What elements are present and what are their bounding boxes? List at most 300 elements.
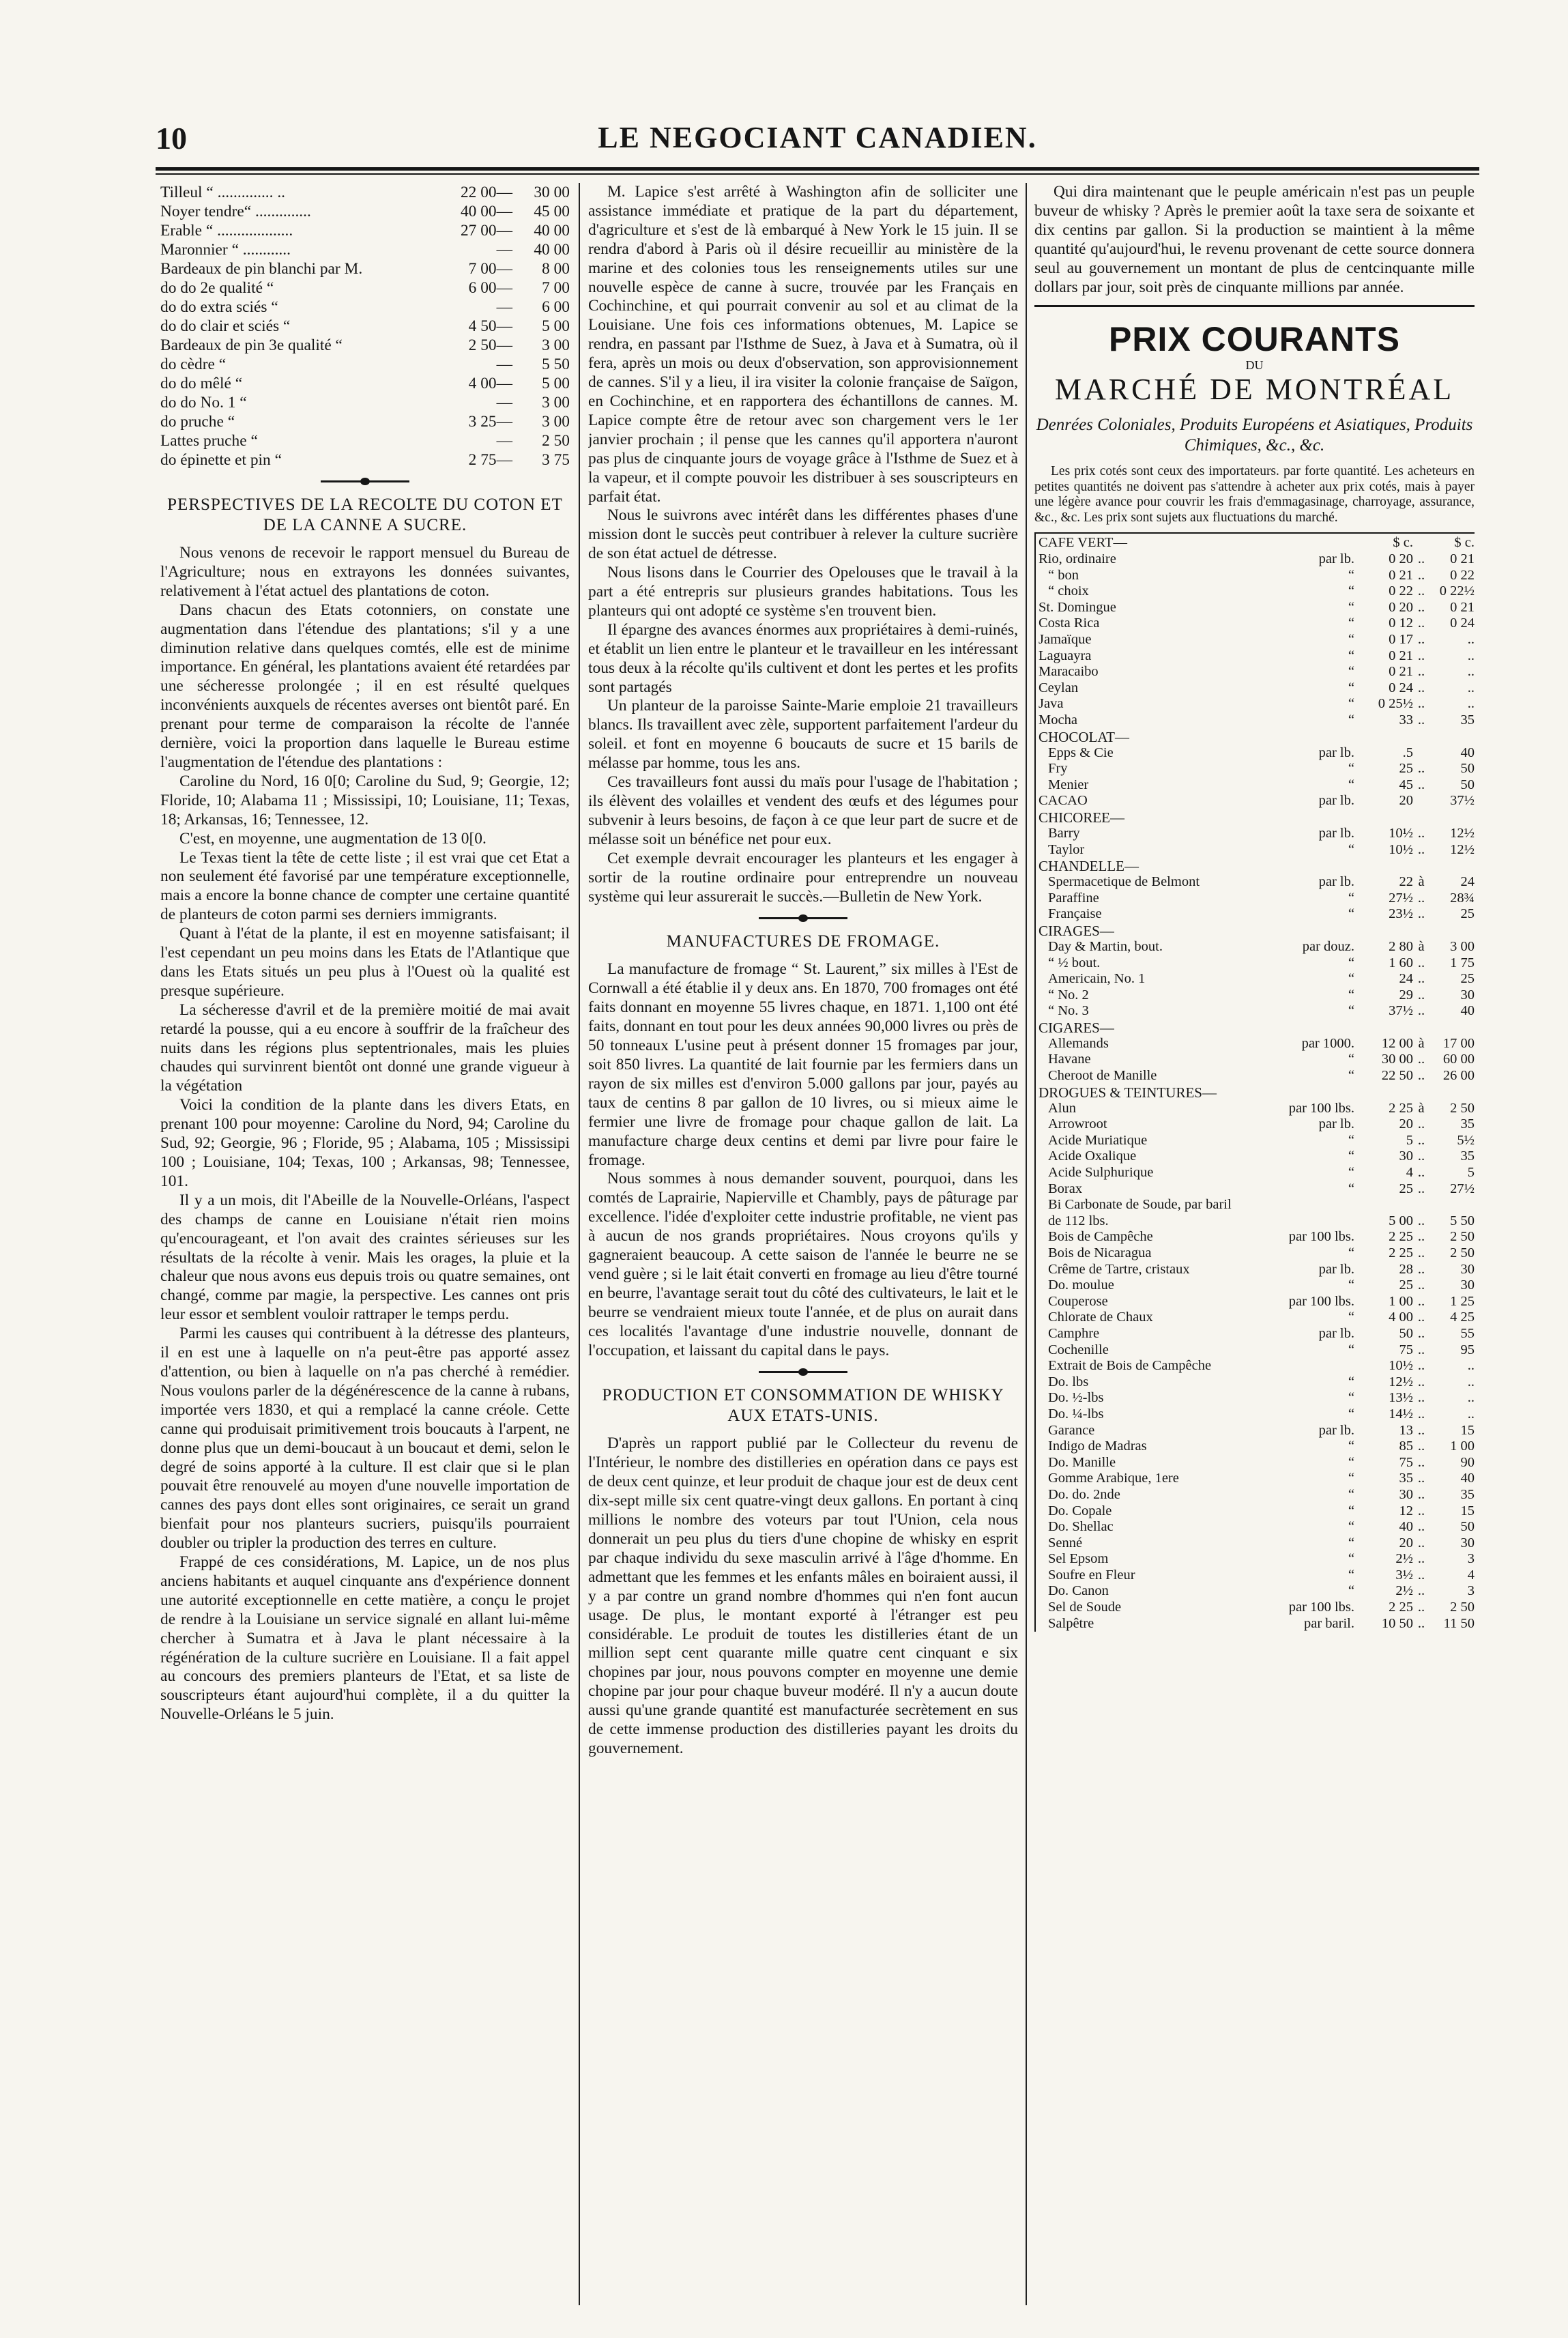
price-row <box>160 355 570 374</box>
price-row <box>160 221 570 240</box>
price-high: 40 <box>1460 1471 1475 1486</box>
price-row <box>1039 551 1475 568</box>
item-name: Do. Manille <box>1048 1454 1116 1470</box>
price-high: 60 00 <box>1442 1052 1475 1067</box>
price-row <box>1039 1487 1475 1503</box>
price-sep: .. <box>1417 1342 1425 1357</box>
price-row <box>1039 1036 1475 1052</box>
price-low: 5 <box>1406 1132 1413 1148</box>
price-section-heading-row <box>1039 535 1475 551</box>
item-name: Bois de Nicaragua <box>1048 1245 1152 1260</box>
price-high: 1 25 <box>1450 1293 1475 1309</box>
price-category: CIRAGES— <box>1039 922 1114 939</box>
item-name: Cheroot de Manille <box>1048 1068 1157 1084</box>
price-row <box>1039 648 1475 665</box>
currency-header: $ c. <box>1393 535 1413 551</box>
currency-header: $ c. <box>1454 535 1475 551</box>
price-row <box>160 202 570 221</box>
section-separator <box>321 480 409 482</box>
item-name: Do. moulue <box>1048 1278 1114 1293</box>
price-high: .. <box>1467 648 1475 663</box>
newspaper-title: LE NEGOCIANT CANADIEN. <box>598 121 1037 154</box>
item-name: St. Domingue <box>1039 599 1116 615</box>
price-high: 2 50 <box>1450 1245 1475 1260</box>
price-category: DROGUES & TEINTURES— <box>1039 1084 1217 1101</box>
price-high: 3 00 <box>542 336 570 354</box>
price-low: 0 24 <box>1389 680 1413 695</box>
price-low: 37½ <box>1389 1003 1413 1019</box>
item-name: Acide Oxalique <box>1048 1149 1137 1164</box>
price-sep: .. <box>1417 955 1425 970</box>
price-sep: .. <box>1417 680 1425 695</box>
price-sep <box>1413 793 1429 809</box>
price-row <box>1039 1278 1475 1294</box>
price-sep: .. <box>1417 1454 1425 1470</box>
price-row <box>1039 696 1475 712</box>
price-high: 25 <box>1460 971 1475 987</box>
unit: “ <box>1348 1535 1354 1550</box>
price-high: 40 00 <box>534 222 570 240</box>
paragraph: Le Texas tient la tête de cette liste ; il est vrai que cet Etat a non seulement été favorisé par une température exceptionnelle, mais a encore la bonne chance de compter une certaine quantité de planteurs de coton parmi ses derniers immigrants. <box>160 848 570 924</box>
item-name: Menier <box>1048 777 1089 792</box>
price-low: 40 00— <box>460 203 512 220</box>
unit: par lb. <box>1318 1325 1354 1341</box>
price-low: 2 75— <box>468 451 512 469</box>
price-low: 22 <box>1399 874 1413 890</box>
price-high: 3 75 <box>542 451 570 469</box>
price-row <box>160 278 570 298</box>
item-name: Arrowroot <box>1048 1116 1107 1132</box>
price-sep: à <box>1418 1100 1425 1116</box>
price-low: 0 20 <box>1389 599 1413 615</box>
unit: par douz. <box>1302 938 1354 954</box>
price-row <box>1039 1294 1475 1310</box>
unit: “ <box>1348 987 1354 1002</box>
unit: par lb. <box>1318 1422 1354 1438</box>
price-low: 4 00 <box>1389 1310 1413 1325</box>
price-sep: .. <box>1417 648 1425 663</box>
price-sep <box>1413 745 1429 762</box>
price-row <box>1039 616 1475 632</box>
price-row <box>1039 1519 1475 1535</box>
unit: par 100 lbs. <box>1288 1100 1354 1116</box>
item-name: Allemands <box>1048 1035 1109 1051</box>
price-low: 6 00— <box>468 279 512 297</box>
price-sep: à <box>1418 938 1425 954</box>
price-row <box>160 393 570 412</box>
price-row <box>1039 987 1475 1004</box>
price-row <box>160 240 570 259</box>
item-name: Epps & Cie <box>1048 745 1114 760</box>
paragraph: Frappé de ces considérations, M. Lapice, un de nos plus anciens habitants et auquel cinquante ans d'expérience donnent une autorité exceptionnelle en cette matière, a conçu le projet de rendre à la Louisiane un service signalé en allant lui-même chercher à Sumatra et à Java le plant nécessaire à la régénération de la culture sucrière en Louisiane. Il a fait appel au concours des premiers planteurs de l'Etat, et sa liste de souscripteurs étant aujourd'hui complète, il a du quitter la Nouvelle-Orléans le 5 juin. <box>160 1553 570 1724</box>
price-high: 28¾ <box>1450 890 1475 906</box>
price-sep: .. <box>1417 1116 1425 1132</box>
item-name: do do extra sciés “ <box>160 298 278 316</box>
price-low: 50 <box>1399 1325 1413 1341</box>
masthead <box>156 115 1479 162</box>
paragraph: Il y a un mois, dit l'Abeille de la Nouvelle-Orléans, l'aspect des champs de canne en Louisiane n'était rien moins qu'encourageant, et l'on avait des craintes sérieuses sur les résultats de la récolte à venir. Mais les orages, la pluie et la chaleur que nous avons eus depuis trois ou quatre semaines, ont changé, comme par magie, la perspective. Les cannes ont pris leur essor et semblent vouloir rattraper le temps perdu. <box>160 1191 570 1324</box>
item-name: Extrait de Bois de Campêche <box>1048 1358 1212 1374</box>
price-sep: .. <box>1417 1567 1425 1583</box>
unit: “ <box>1348 567 1354 583</box>
price-high: 5 00 <box>542 317 570 335</box>
lumber-price-list <box>160 183 570 470</box>
price-low: 22 00— <box>460 184 512 201</box>
price-sep: .. <box>1417 1261 1425 1277</box>
unit: “ <box>1348 599 1354 615</box>
price-high: 40 <box>1460 745 1475 760</box>
price-low: 5 00 <box>1389 1213 1413 1228</box>
unit: “ <box>1348 1406 1354 1421</box>
price-high: 35 <box>1460 1486 1475 1502</box>
unit: “ <box>1348 1567 1354 1583</box>
item-name: Laguayra <box>1039 648 1092 663</box>
article-title: PERSPECTIVES DE LA RECOLTE DU COTON ET DE LA CANNE A SUCRE. <box>167 495 563 534</box>
price-high: 37½ <box>1450 793 1475 809</box>
unit: par 100 lbs. <box>1288 1293 1354 1309</box>
price-low: 20 <box>1399 1535 1413 1550</box>
price-row <box>1039 583 1475 600</box>
price-high: 30 <box>1460 1535 1475 1550</box>
paragraph: Nous sommes à nous demander souvent, pourquoi, dans les comtés de Laprairie, Napierville et Chambly, pays de pâturage par excellence. l'idée d'exploiter cette industrie profitable, ne vient pas à aucun de nos grands propriétaires. Nous croyons qu'ils y gagneraient beaucoup. A cette saison de l'année le beurre ne se vend guère ; si le lait était converti en fromage au lieu d'être tourné en beurre, l'avantage serait tout du côté des cultivateurs, le lait et le beurre se vendraient mieux toute l'année, et de plus on aurait dans ces localités l'avantage d'une industrie nouvelle, donnant de l'occupation, et laissant du capital dans le pays. <box>588 1170 1018 1359</box>
price-low: 2 25 <box>1389 1245 1413 1260</box>
item-name: Costa Rica <box>1039 616 1100 631</box>
item-name: Salpêtre <box>1048 1615 1094 1631</box>
price-low: 10½ <box>1389 841 1413 857</box>
item-name: Havane <box>1048 1052 1091 1067</box>
price-sep: .. <box>1417 599 1425 615</box>
unit: par baril. <box>1304 1615 1354 1631</box>
item-name: Spermacetique de Belmont <box>1048 874 1200 890</box>
price-sep: .. <box>1417 987 1425 1002</box>
price-low: 1 00 <box>1389 1293 1413 1309</box>
unit: par lb. <box>1318 551 1354 567</box>
price-row <box>1039 1165 1475 1181</box>
paragraph: Caroline du Nord, 16 0[0; Caroline du Sud, 9; Georgie, 12; Floride, 10; Alabama 11 ; Mississipi, 10; Louisiane, 11; Texas, 18; Arkansas, 16; Tennessee, 12. <box>160 772 570 828</box>
item-name: Mocha <box>1039 712 1077 727</box>
price-sep: .. <box>1417 616 1425 631</box>
paragraph: C'est, en moyenne, une augmentation de 13 0[0. <box>179 829 487 848</box>
price-row <box>1039 1213 1475 1230</box>
unit: “ <box>1348 1471 1354 1486</box>
price-low: 0 21 <box>1389 567 1413 583</box>
price-sep: .. <box>1417 906 1425 922</box>
section-separator <box>759 917 847 919</box>
price-sep: .. <box>1417 1052 1425 1067</box>
price-high: 0 21 <box>1450 551 1475 567</box>
unit: “ <box>1348 1374 1354 1389</box>
price-sep: .. <box>1417 1422 1425 1438</box>
price-high: 3 <box>1467 1551 1475 1567</box>
unit: “ <box>1348 955 1354 970</box>
price-high: .. <box>1467 1374 1475 1389</box>
unit: “ <box>1348 971 1354 987</box>
unit: “ <box>1348 1390 1354 1406</box>
unit: “ <box>1348 632 1354 647</box>
price-high: 95 <box>1460 1342 1475 1357</box>
item-name: “ bon <box>1048 567 1079 583</box>
price-row <box>1039 1326 1475 1342</box>
unit: “ <box>1348 680 1354 695</box>
paragraph: La manufacture de fromage “ St. Laurent,” six milles à l'Est de Cornwall a été établie il y deux ans. En 1870, 700 fromages ont été faits donnant en moyenne 55 livres chaque, en 1871. 1,100 ont été faits, donnant en tout pour les deux années 90,000 livres ou près de 50 tonneaux L'usine peut à présent donner 15 fromages par jour, soit 850 livres. La quantité de lait fournie par les fermiers dans un rayon de six milles est d'environ 5.000 gallons par jour, payés au taux de centins 8 par gallon de 10 livres, ou si mieux aime le fermier une livre de fromage pour chaque gallon de lait. La manufacture charge deux centins et demi par livre pour faire le fromage. <box>588 960 1018 1169</box>
price-low: 85 <box>1399 1439 1413 1454</box>
price-row <box>1039 1535 1475 1552</box>
price-low: 12½ <box>1389 1374 1413 1389</box>
price-high: .. <box>1467 680 1475 695</box>
price-row <box>1039 632 1475 648</box>
unit: “ <box>1348 1310 1354 1325</box>
unit: par 1000. <box>1301 1035 1354 1051</box>
item-name: Bois de Campêche <box>1048 1229 1153 1245</box>
price-high: 45 00 <box>534 203 570 220</box>
paragraph: Nous lisons dans le Courrier des Opelouses que le travail à la part a été entrepris sur plusieurs grandes habitations. Tous les planteurs qui ont adopté ce système s'en trouvent bien. <box>588 564 1018 620</box>
price-low: 2½ <box>1395 1583 1413 1599</box>
price-high: 1 75 <box>1450 955 1475 970</box>
price-low: 4 50— <box>468 317 512 335</box>
price-row <box>1039 1390 1475 1406</box>
price-high: 0 24 <box>1450 616 1475 631</box>
item-name: Lattes pruche “ <box>160 432 258 450</box>
price-row <box>1039 1003 1475 1020</box>
price-high: .. <box>1467 696 1475 712</box>
paragraph: Nous venons de recevoir le rapport mensuel du Bureau de l'Agriculture; nous en extrayons les données suivantes, relativement à l'état actuel des plantations de coton. <box>160 544 570 600</box>
price-row <box>1039 874 1475 891</box>
item-name: Acide Muriatique <box>1048 1132 1148 1148</box>
price-row <box>1039 1229 1475 1245</box>
unit: “ <box>1348 1052 1354 1067</box>
price-low: 28 <box>1399 1261 1413 1277</box>
item-name: Garance <box>1048 1422 1095 1438</box>
price-high: 30 <box>1460 1278 1475 1293</box>
price-high: .. <box>1467 1390 1475 1406</box>
item-name: Do. Copale <box>1048 1503 1112 1518</box>
price-sep: .. <box>1417 1439 1425 1454</box>
unit: “ <box>1348 696 1354 712</box>
price-low: 20 <box>1399 793 1413 809</box>
price-high: 30 <box>1460 987 1475 1002</box>
price-high: 17 00 <box>1442 1035 1475 1051</box>
price-sep: .. <box>1417 664 1425 680</box>
article-body <box>160 544 570 1724</box>
unit: “ <box>1348 1551 1354 1567</box>
price-row <box>1039 1262 1475 1278</box>
unit: “ <box>1348 761 1354 777</box>
price-sep: .. <box>1417 1229 1425 1245</box>
item-name: Sel Epsom <box>1048 1551 1109 1567</box>
price-high: 15 <box>1460 1503 1475 1518</box>
unit: par lb. <box>1318 793 1354 809</box>
price-row <box>1039 680 1475 697</box>
item-name: Americain, No. 1 <box>1048 971 1146 987</box>
item-name: “ ½ bout. <box>1048 955 1101 970</box>
price-high: 3 <box>1467 1583 1475 1599</box>
price-sep: .. <box>1417 551 1425 567</box>
price-row <box>1039 971 1475 987</box>
paragraph: Voici la condition de la plante dans les divers Etats, en prenant 100 pour moyenne: Caroline du Nord, 94; Caroline du Sud, 92; Georgie, 96 ; Floride, 95 ; Alabama, 105 ; Mississipi 100 ; Louisiane, 104; Texas, 100 ; Arkansas, 98; Tennessee, 101. <box>160 1096 570 1190</box>
item-name: do épinette et pin “ <box>160 451 282 469</box>
paragraph: Nous le suivrons avec intérêt dans les différentes phases d'une mission dont le succès peut contribuer à relever la culture sucrière de son état actuel de détresse. <box>588 506 1018 563</box>
price-low: 12 <box>1399 1503 1413 1518</box>
paragraph: Un planteur de la paroisse Sainte-Marie emploie 21 travailleurs blancs. Ils travaillent avec zèle, supportent parfaitement l'ardeur du soleil. et font en moyenne 6 boucauts de sucre et 15 barils de mélasse par homme, tous les ans. <box>588 697 1018 773</box>
price-sep: .. <box>1417 632 1425 647</box>
price-low: — <box>496 241 512 259</box>
price-low: 35 <box>1399 1471 1413 1486</box>
item-name: Crême de Tartre, cristaux <box>1048 1261 1190 1277</box>
unit: “ <box>1348 664 1354 680</box>
item-name: Ceylan <box>1039 680 1079 695</box>
price-high: 4 25 <box>1450 1310 1475 1325</box>
prices-market: MARCHÉ DE MONTRÉAL <box>1054 373 1455 407</box>
page-number: 10 <box>156 121 187 156</box>
prices-note: Les prix cotés sont ceux des importateurs. par forte quantité. Les acheteurs en petites quantités ne doivent pas s'attendre à acheter aux prix cotés, mais à payer une légère avance pour couvrir les frais d'emmagasinage, charroyage, assurance, &c., &c. Les prix sont sujets aux fluctuations du marché. <box>1034 464 1475 525</box>
paragraph: Il épargne des avances énormes aux propriétaires à demi-ruinés, et établit un lien entre le planteur et le travailleur en les intéressant tous deux à la récolte qu'ils cultivent et dont les pertes et les profits sont partagés <box>588 620 1018 696</box>
unit <box>1274 1358 1359 1374</box>
unit: “ <box>1348 906 1354 922</box>
price-low: 27½ <box>1389 890 1413 906</box>
unit <box>1274 1197 1359 1213</box>
item-name: do do 2e qualité “ <box>160 279 274 297</box>
price-high: .. <box>1467 632 1475 647</box>
price-low: 24 <box>1399 971 1413 987</box>
item-name: “ No. 3 <box>1048 1003 1089 1019</box>
price-row <box>1039 1068 1475 1084</box>
price-row <box>1039 761 1475 777</box>
price-row <box>160 336 570 355</box>
price-low: — <box>496 298 512 316</box>
item-name: do pruche “ <box>160 413 235 431</box>
price-sep <box>1413 1197 1429 1213</box>
price-high: 1 00 <box>1450 1439 1475 1454</box>
price-sep: .. <box>1417 712 1425 727</box>
item-name: Tilleul “ .............. .. <box>160 184 286 201</box>
item-name: Camphre <box>1048 1325 1100 1341</box>
price-high: 50 <box>1460 1519 1475 1535</box>
price-sep: .. <box>1417 1213 1425 1228</box>
item-name: Acide Sulphurique <box>1048 1165 1154 1181</box>
item-name: CACAO <box>1039 793 1088 809</box>
item-name: Do. ½-lbs <box>1048 1390 1104 1406</box>
price-row <box>1039 1245 1475 1262</box>
price-row <box>1039 842 1475 858</box>
item-name: Senné <box>1048 1535 1083 1550</box>
price-sep: .. <box>1417 1519 1425 1535</box>
price-sep: .. <box>1417 1068 1425 1084</box>
price-low: 33 <box>1399 712 1413 727</box>
price-row <box>1039 1503 1475 1520</box>
unit: “ <box>1348 841 1354 857</box>
article-body <box>588 1434 1018 1758</box>
item-name: Chlorate de Chaux <box>1048 1310 1153 1325</box>
price-row <box>1039 712 1475 729</box>
item-name: Bardeaux de pin 3e qualité “ <box>160 336 343 354</box>
price-high: 50 <box>1460 777 1475 792</box>
section-heading: CAFE VERT— <box>1039 535 1127 551</box>
unit: “ <box>1348 648 1354 663</box>
unit: “ <box>1348 583 1354 599</box>
price-sep: .. <box>1417 1132 1425 1148</box>
price-high: 12½ <box>1450 825 1475 841</box>
unit: par lb. <box>1318 1261 1354 1277</box>
item-name: Alun <box>1048 1100 1076 1116</box>
price-low: 0 22 <box>1389 583 1413 599</box>
price-low: 40 <box>1399 1519 1413 1535</box>
price-sep: .. <box>1417 971 1425 987</box>
price-rows <box>1039 551 1475 1632</box>
paragraph: Cet exemple devrait encourager les planteurs et les engager à sortir de la routine ordinaire pour entreprendre un nouveau système qui leur assurerait le succès.—Bulletin de New York. <box>588 849 1018 906</box>
price-sep: à <box>1418 1035 1425 1051</box>
price-category: CHICOREE— <box>1039 809 1124 826</box>
unit: par 100 lbs. <box>1288 1229 1354 1245</box>
price-high: .. <box>1467 1358 1475 1374</box>
price-sep: .. <box>1417 567 1425 583</box>
paragraph: D'après un rapport publié par le Collecteur du revenu de l'Intérieur, le nombre des distilleries en opération dans ce pays est de deux cent quinze, et leur produit de chaque jour est de deux cent dix-sept mille six cent quatre-vingt deux gallons. En portant à cinq millions le nombre des voteurs par tout l'Union, cela nous donnerait un peu plus du tiers d'une chopine de whisky en esprit par chaque individu du sexe masculin arrivé à l'âge d'homme. En admettant que les femmes et les enfants mâles en boiraient aussi, il y a par contre un grand nombre d'hommes qui n'en font aucun usage. De plus, le montant exporté à l'étranger est peu considérable. Le produit de toutes les distilleries étant de un million sept cent quarante mille quatre cent cinquant e six chopines par jour, nous pouvons compter en moyenne une demie chopine par jour pour chaque buveur modéré. Il n'y a aucun doute aussi qu'une grande quantité est manufacturée secrètement en sus de cette immense production des distilleries payant les droits du gouvernement. <box>588 1434 1018 1757</box>
price-high: 6 00 <box>542 298 570 316</box>
item-name: Do. lbs <box>1048 1374 1089 1389</box>
price-low: 2 25 <box>1389 1600 1413 1615</box>
unit: par lb. <box>1318 1116 1354 1132</box>
price-sep: .. <box>1417 761 1425 777</box>
price-row <box>1039 1149 1475 1165</box>
price-low: 0 25½ <box>1378 696 1413 712</box>
price-high: .. <box>1467 664 1475 680</box>
price-row <box>1039 1423 1475 1439</box>
price-low: 13½ <box>1389 1390 1413 1406</box>
price-high: 25 <box>1460 906 1475 922</box>
price-high: 5 00 <box>542 375 570 392</box>
price-low: 2 25 <box>1389 1229 1413 1245</box>
paragraph: Quant à l'état de la plante, il est en moyenne satisfaisant; il l'est cependant un peu moins dans les Etats de l'Atlantique que dans les Etats situés un peu plus à l'Ouest où la qualité est presque supérieure. <box>160 925 570 1000</box>
item-name: Taylor <box>1048 841 1085 857</box>
item-name: Do. Shellac <box>1048 1519 1114 1535</box>
price-high: 2 50 <box>1450 1100 1475 1116</box>
article-body <box>588 960 1018 1360</box>
price-low: 20 <box>1399 1116 1413 1132</box>
price-row <box>160 317 570 336</box>
prices-title: PRIX COURANTS <box>1109 320 1400 359</box>
price-low: 25 <box>1399 761 1413 777</box>
price-sep: .. <box>1417 1406 1425 1421</box>
price-category: CIGARES— <box>1039 1019 1114 1036</box>
paragraph: Dans chacun des Etats cotonniers, on constate une augmentation dans l'étendue des plantations; s'il y a une diminution relative dans quelques comtés, elle est de minime importance. En général, les plantations avaient été retardées par une sécheresse prolongée ; il en est résulté quelques inconvénients auxquels de récentes averses ont bientôt paré. En prenant pour terme de comparaison la récolte de l'année dernière, voici la proportion dans laquelle le Bureau estime l'augmentation de l'étendue des plantations : <box>160 601 570 771</box>
unit: “ <box>1348 1503 1354 1518</box>
price-low: 30 00 <box>1381 1052 1413 1067</box>
unit <box>1274 1213 1359 1230</box>
item-name: “ No. 2 <box>1048 987 1089 1002</box>
item-name: do do clair et sciés “ <box>160 317 291 335</box>
article-title: MANUFACTURES DE FROMAGE. <box>666 932 940 951</box>
prices-subtitle: Denrées Coloniales, Produits Européens et Asiatiques, Produits Chimiques, &c., &c. <box>1036 416 1473 455</box>
price-low: 13 <box>1399 1422 1413 1438</box>
item-name: do do No. 1 “ <box>160 394 247 412</box>
price-row <box>1039 1342 1475 1359</box>
price-high: 12½ <box>1450 841 1475 857</box>
price-high: 35 <box>1460 712 1475 727</box>
item-name: Barry <box>1048 825 1080 841</box>
price-sep: .. <box>1417 1310 1425 1325</box>
price-row <box>1039 1600 1475 1616</box>
unit: “ <box>1348 616 1354 631</box>
price-low: 0 12 <box>1389 616 1413 631</box>
price-low: 29 <box>1399 987 1413 1002</box>
price-sep: .. <box>1417 1165 1425 1181</box>
price-low: 2 50— <box>468 336 512 354</box>
price-low: 0 21 <box>1389 664 1413 680</box>
price-category: CHOCOLAT— <box>1039 728 1130 745</box>
price-row <box>160 183 570 202</box>
column-1 <box>160 183 570 2305</box>
item-name: Cochenille <box>1048 1342 1109 1357</box>
price-high: 5½ <box>1457 1132 1475 1148</box>
